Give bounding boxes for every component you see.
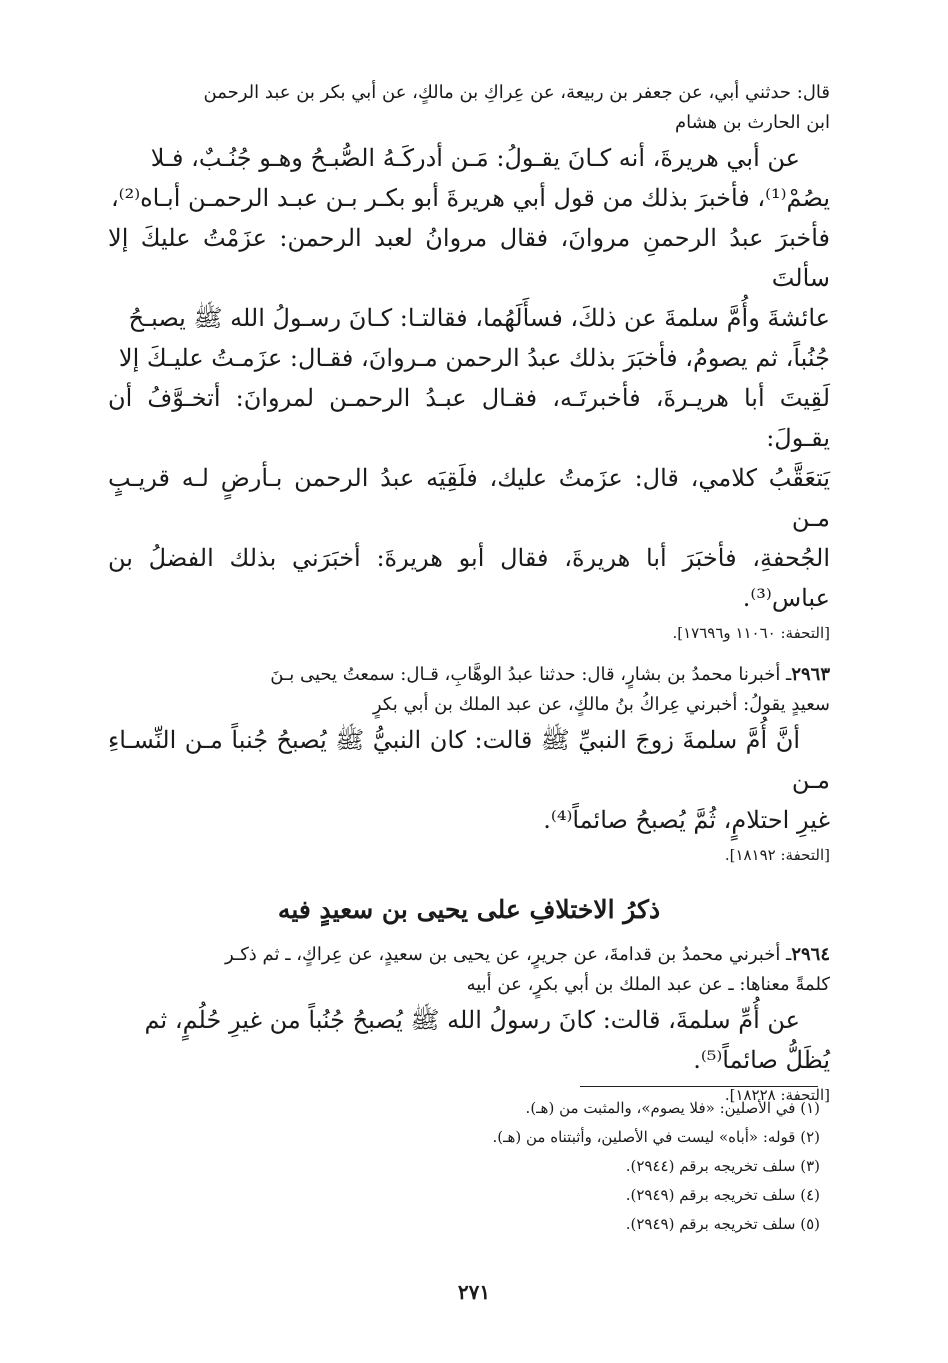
tuhfa-reference: [التحفة: ١١٠٦٠ و١٧٦٩٦]. (672, 624, 830, 642)
matn-line: لَقِيتَ أبا هريـرةَ، فأخبرتَـه، فقـال عبـدُ الرحمـن لمروانَ: أتخـوَّفُ أن يقـولَ: (108, 384, 830, 452)
tuhfa-reference: [التحفة: ١٨٢٢٨]. (724, 1086, 830, 1104)
isnad-line: سعيدٍ يقولُ: أخبرني عِراكُ بنُ مالكٍ، عن عبد الملك بن أبي بكرٍ (372, 694, 830, 715)
matn-line: يَتعَقَّبُ كلامي، قال: عزَمتُ عليك، فلَقِيَه عبدُ الرحمن بـأرضٍ لـه قريـبٍ مـن (108, 464, 830, 532)
page-number: ٢٧١ (457, 1280, 491, 1304)
hadith-number: ٢٩٦٤ (791, 944, 830, 965)
footnote: (٢) قوله: «أباه» ليست في الأصلين، وأثبتناه من (هـ). (492, 1128, 820, 1146)
page-body (108, 78, 830, 1122)
isnad-line (108, 660, 830, 690)
isnad-line: كلمةً معناها: ـ عن عبد الملك بن أبي بكرٍ، عن أبيه (466, 974, 830, 995)
tuhfa-reference: [التحفة: ١٨١٩٢]. (724, 846, 830, 864)
matn-line: عن أبي هريرةَ، أنه كـانَ يقـولُ: مَـن أدركَـهُ الصُّبـحُ وهـو جُنُـبٌ، فـلا (150, 144, 800, 172)
footnotes (300, 1094, 820, 1239)
matn-line: أنَّ أُمَّ سلمةَ زوجَ النبيِّ ﷺ قالت: كان النبيُّ ﷺ يُصبحُ جُنباً مـن النِّسـاءِ مـن (108, 726, 830, 794)
footnote-divider (580, 1086, 818, 1087)
matn-line: فأخبرَ عبدُ الرحمنِ مروانَ، فقال مروانُ لعبد الرحمن: عزَمْتُ عليكَ إلا سألتَ (108, 224, 830, 292)
isnad-text: ـ أخبرني محمدُ بن قدامةَ، عن جريرٍ، عن يحيى بن سعيدٍ، عن عِراكٍ، ـ ثم ذكـر (225, 944, 792, 965)
footnote: (٥) سلف تخريجه برقم (٢٩٤٩). (625, 1215, 820, 1233)
isnad-line (108, 940, 830, 970)
footnote: (١) في الأصلين: «فلا يصوم»، والمثبت من (هـ). (525, 1099, 820, 1117)
isnad-line: ابن الحارث بن هشام (675, 112, 830, 133)
hadith-number: ٢٩٦٣ (791, 664, 830, 685)
matn-line: الجُحفةِ، فأخبَرَ أبا هريرةَ، فقال أبو هريرةَ: أخبَرَني بذلك الفضلُ بن عباس⁽³⁾. (108, 544, 830, 612)
isnad-line: قال: حدثني أبي، عن جعفر بن ربيعة، عن عِراكِ بن مالكٍ، عن أبي بكر بن عبد الرحمن (203, 82, 830, 103)
footnote: (٤) سلف تخريجه برقم (٢٩٤٩). (625, 1186, 820, 1204)
matn-line: غيرِ احتلامٍ، ثُمَّ يُصبحُ صائماً⁽⁴⁾. (543, 806, 830, 834)
matn-line: عائشةَ وأُمَّ سلمةَ عن ذلكَ، فسأَلَهُما، فقالتـا: كـانَ رسـولُ الله ﷺ يصبـحُ (128, 304, 830, 332)
matn-line: جُنُباً، ثم يصومُ، فأخبَرَ بذلك عبدُ الرحمن مـروانَ، فقـال: عزَمـتُ عليـكَ إلا (118, 344, 830, 372)
isnad-text: ـ أخبرنا محمدُ بن بشارٍ، قال: حدثنا عبدُ الوهَّابِ، قـال: سمعتُ يحيى بـنَ (270, 664, 792, 685)
matn-line: يصُمْ⁽¹⁾، فأخبرَ بذلك من قول أبي هريرةَ أبو بكـر بـن عبـد الرحمـن أبـاه⁽²⁾، (110, 184, 830, 212)
section-heading: ذكرُ الاختلافِ على يحيى بن سعيدٍ فيه (277, 895, 661, 924)
matn-line: يُظَلُّ صائماً⁽⁵⁾. (693, 1046, 830, 1074)
matn-line: عن أُمِّ سلمةَ، قالت: كانَ رسولُ الله ﷺ يُصبحُ جُنُباً من غيرِ حُلُمٍ، ثم (144, 1006, 800, 1034)
footnote: (٣) سلف تخريجه برقم (٢٩٤٤). (625, 1157, 820, 1175)
